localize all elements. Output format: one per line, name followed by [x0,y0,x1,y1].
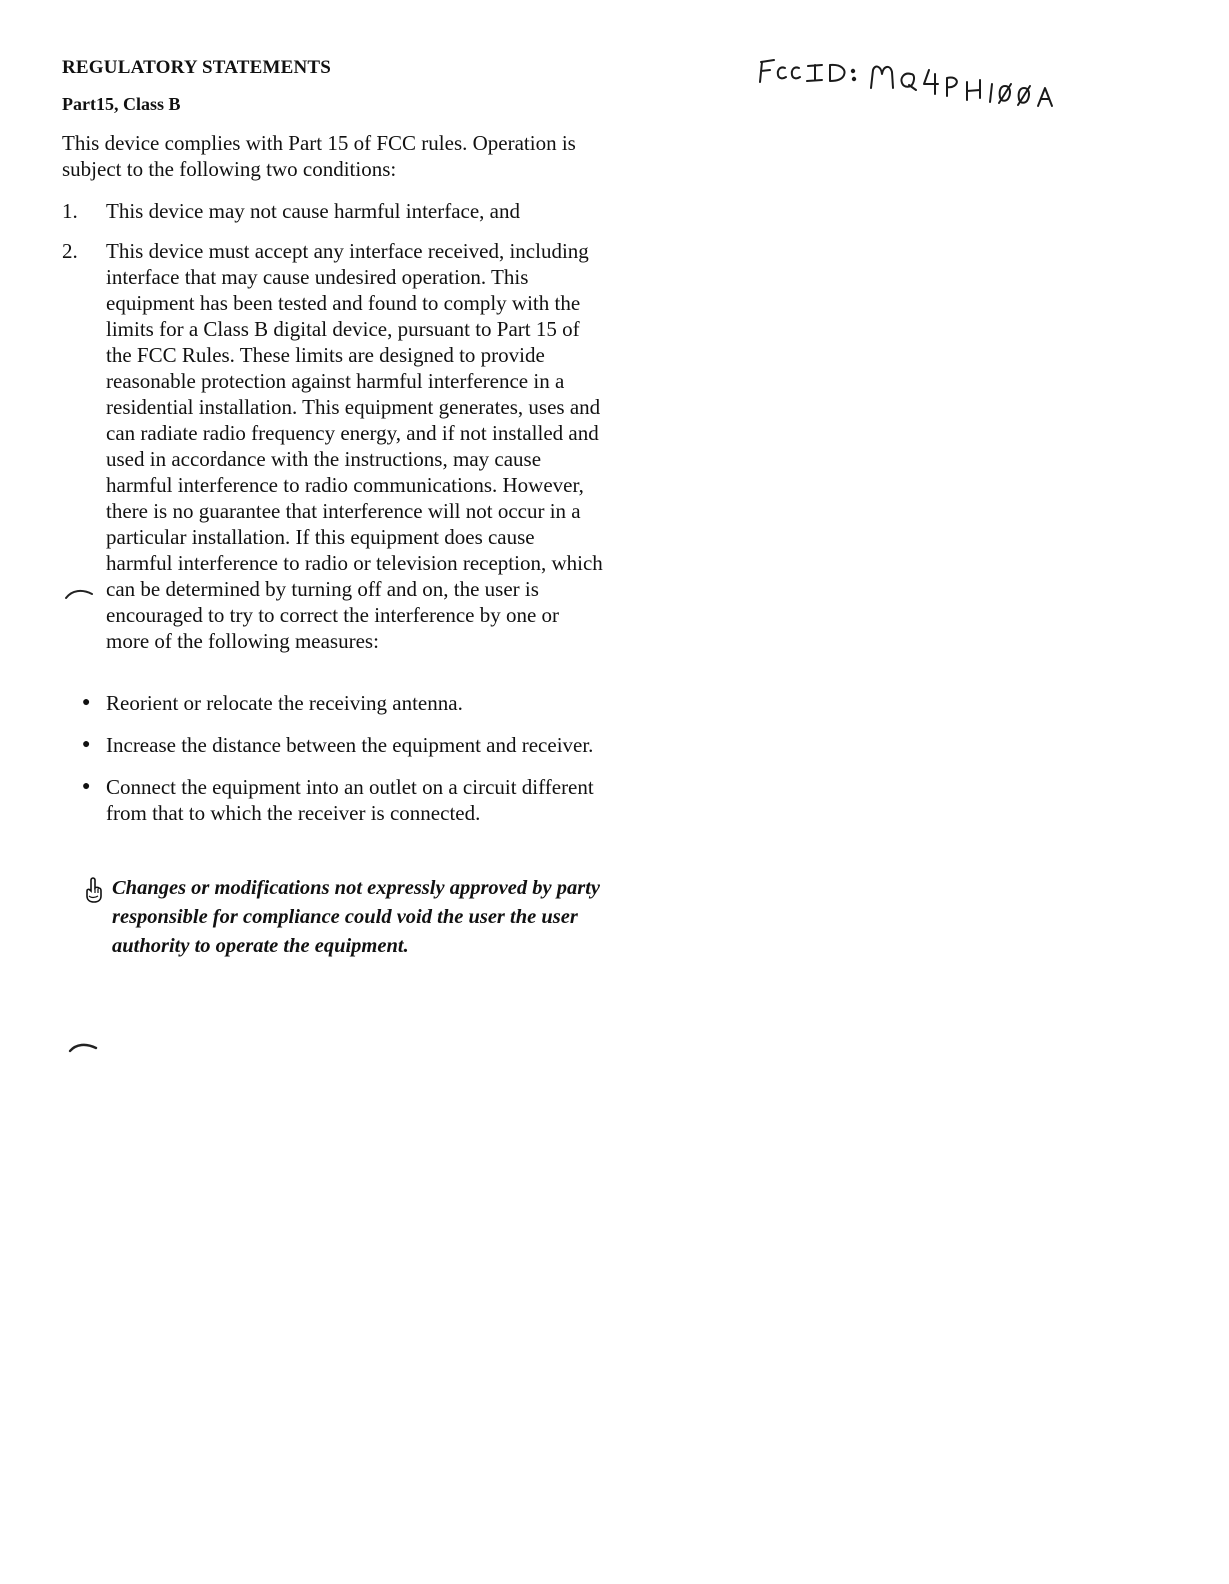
measures-list [82,690,622,842]
list-item-text: Connect the equipment into an outlet on a circuit different from that to which the receiver is connected. [106,775,594,825]
scan-mark [68,1040,100,1054]
pointing-hand-icon [84,874,112,961]
list-marker: 1. [62,199,78,223]
conditions-list [62,198,622,668]
list-item [82,690,622,716]
document-subheading: Part15, Class B [62,94,181,114]
list-item-text: This device may not cause harmful interface, and [106,199,520,223]
list-item [62,198,622,224]
list-item-text: This device must accept any interface received, including interface that may cause undesired operation. This equipment has been tested and found to comply with the limits for a Class B digital device, pursuant to Part 15 of the FCC Rules. These limits are designed to provide reasonable protection against harmful interference in a residential installation. This equipment generates, uses and can radiate radio frequency energy, and if not installed and used in accordance with the instructions, may cause harmful interference to radio communications. However, there is no guarantee that interference will not occur in a particular installation. If this equipment does cause harmful interference to radio or television reception, which can be determined by turning off and on, the user is encouraged to try to correct the interference by one or more of the following measures: [106,239,603,653]
warning-note-text: Changes or modifications not expressly approved by party responsible for compliance could void the user the user authority to operate the equipment. [112,877,601,957]
bullet-icon: ● [82,737,91,752]
document-heading: REGULATORY STATEMENTS [62,57,332,78]
warning-note [84,874,624,961]
list-item [62,238,622,654]
bullet-icon: ● [82,779,91,794]
list-item-text: Increase the distance between the equipment and receiver. [106,733,594,757]
list-marker: 2. [62,239,78,263]
scan-mark [64,586,96,600]
bullet-icon: ● [82,695,91,710]
list-item-text: Reorient or relocate the receiving antenna. [106,691,463,715]
list-item [82,732,622,758]
intro-paragraph: This device complies with Part 15 of FCC rules. Operation is subject to the following two conditions: [62,131,576,181]
list-item [82,774,622,826]
handwritten-fcc-id [754,50,1064,110]
